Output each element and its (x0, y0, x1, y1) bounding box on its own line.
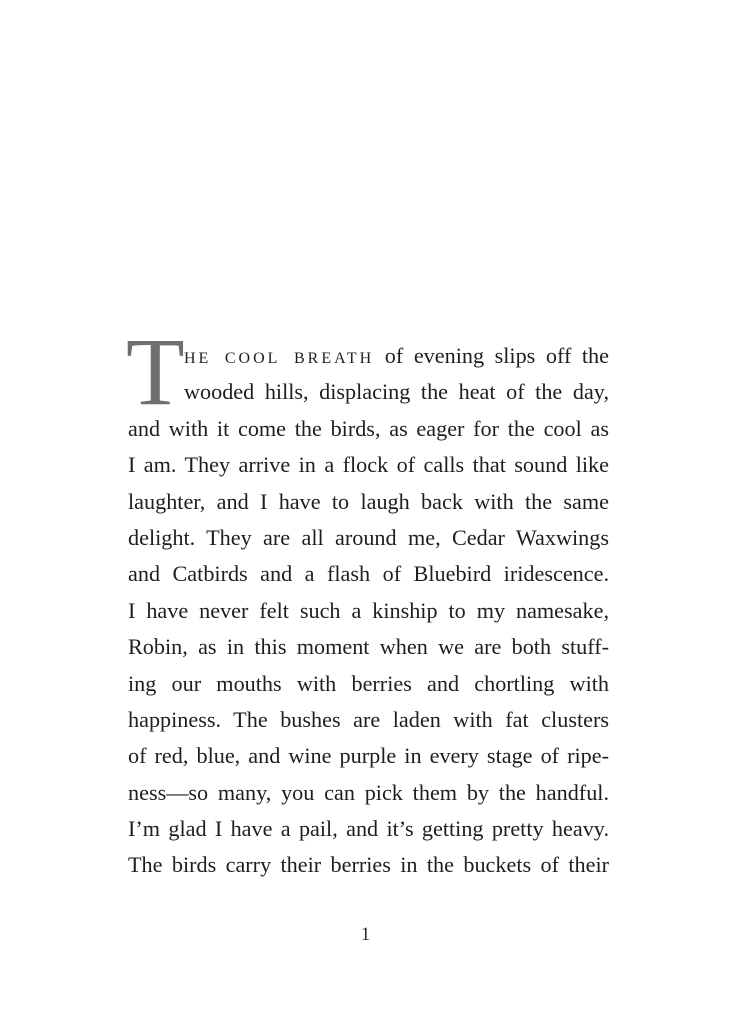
body-text (128, 338, 609, 884)
drop-cap: T (126, 318, 185, 425)
text-line-14: I’m glad I have a pail, and it’s getting pretty heavy. (128, 816, 609, 842)
text-line-1 (128, 338, 609, 374)
text-line-2: wooded hills, displacing the heat of the day, (184, 379, 609, 405)
text-line-8: I have never felt such a kinship to my namesake, (128, 597, 609, 623)
text-line-12: of red, blue, and wine purple in every stage of ripe- (128, 743, 609, 769)
page-number: 1 (360, 924, 371, 945)
text-line-13: ness—so many, you can pick them by the handful. (128, 779, 609, 805)
opening-small-caps: he cool breath (184, 343, 375, 368)
text-line-4: I am. They arrive in a flock of calls that sound like (128, 452, 609, 478)
text-line-5: laughter, and I have to laugh back with the same (128, 488, 609, 514)
text-line-15: The birds carry their berries in the buckets of their (128, 852, 609, 878)
text-line-11: happiness. The bushes are laden with fat clusters (128, 706, 609, 732)
text-line-9: Robin, as in this moment when we are both stuff- (128, 634, 609, 660)
text-line-7: and Catbirds and a flash of Bluebird iridescence. (128, 561, 609, 587)
text-line-6: delight. They are all around me, Cedar Waxwings (128, 524, 609, 550)
text-line-3: and with it come the birds, as eager for the cool as (128, 415, 609, 441)
text-line-1-rest: of evening slips off the (374, 343, 609, 368)
text-line-10: ing our mouths with berries and chortling with (128, 670, 609, 696)
